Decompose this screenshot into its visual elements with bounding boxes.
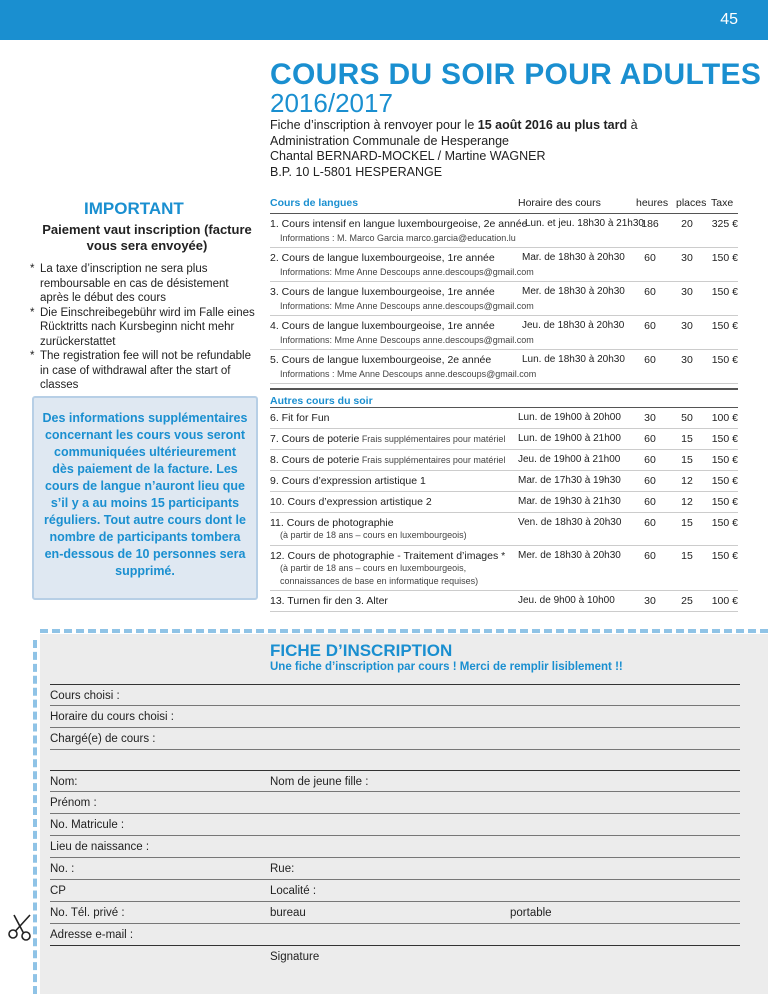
course-title: 8. Cours de poterie (270, 454, 360, 466)
table-row (270, 492, 738, 513)
field-cours-choisi[interactable] (50, 684, 740, 706)
course-places: 15 (681, 550, 693, 562)
course-hours: 60 (644, 354, 656, 366)
header-horaire: Horaire des cours (518, 197, 601, 209)
course-title: 12. Cours de photographie - Traitement d’images * (270, 550, 506, 562)
course-hours: 60 (644, 517, 656, 529)
course-extra: Frais supplémentaires pour matériel (359, 455, 506, 465)
course-name (270, 595, 388, 607)
course-hours: 60 (644, 496, 656, 508)
course-name (270, 454, 505, 466)
field-no-rue[interactable] (50, 858, 740, 880)
table-row (270, 214, 738, 248)
field-label: No. Tél. privé : (50, 907, 125, 919)
course-hours: 60 (644, 252, 656, 264)
field-label: Lieu de naissance : (50, 841, 150, 853)
header-places: places (676, 197, 707, 209)
field-signature[interactable] (50, 946, 740, 968)
course-name (270, 496, 432, 508)
table-header (270, 196, 738, 214)
course-fee: 150 € (711, 496, 738, 508)
intro-text (270, 118, 740, 180)
field-label: portable (510, 907, 552, 919)
course-hours: 60 (644, 320, 656, 332)
field-label: Prénom : (50, 797, 97, 809)
top-bar (0, 0, 768, 40)
course-time: Jeu. de 9h00 à 10h00 (518, 595, 615, 606)
intro-line-3: Chantal BERNARD-MOCKEL / Martine WAGNER (270, 149, 546, 163)
course-places: 50 (681, 412, 693, 424)
course-fee: 150 € (711, 475, 738, 487)
header-heures: heures (636, 197, 669, 209)
course-fee: 325 € (711, 218, 738, 230)
course-time: Mar. de 17h30 à 19h30 (518, 475, 621, 486)
course-name: 4. Cours de langue luxembourgeoise, 1re année (270, 320, 495, 332)
header-languages: Cours de langues (270, 197, 359, 209)
course-fee: 150 € (711, 433, 738, 445)
table-row (270, 282, 738, 316)
page-year: 2016/2017 (270, 88, 393, 118)
form-title: FICHE D’INSCRIPTION (270, 641, 453, 660)
course-name: 5. Cours de langue luxembourgeoise, 2e année (270, 354, 492, 366)
course-info: Informations: Mme Anne Descoups anne.descoups@gmail.com (280, 335, 534, 345)
field-label: Rue: (270, 863, 295, 875)
course-extra: Frais supplémentaires pour matériel (359, 434, 506, 444)
important-heading: IMPORTANT (84, 199, 184, 218)
table-row (270, 591, 738, 612)
field-prenom[interactable] (50, 792, 740, 814)
table-row (270, 248, 738, 282)
field-cp-localite[interactable] (50, 880, 740, 902)
field-label: No. Matricule : (50, 819, 125, 831)
important-note: * The registration fee will not be refundable in case of withdrawal after the start of classes (30, 349, 260, 393)
course-title: 7. Cours de poterie (270, 433, 360, 445)
other-courses-header: Autres cours du soir (270, 388, 738, 408)
course-time: Mar. de 18h30 à 20h30 (522, 252, 625, 263)
course-hours: 60 (644, 454, 656, 466)
course-time: Lun. de 19h00 à 21h00 (518, 433, 621, 444)
table-row (270, 471, 738, 492)
course-fee: 100 € (711, 595, 738, 607)
course-places: 25 (681, 595, 693, 607)
intro-line-1: Fiche d’inscription à renvoyer pour le 15 août 2016 au plus tard à (270, 118, 638, 132)
field-label: CP (50, 885, 66, 897)
table-row (270, 350, 738, 384)
table-row (270, 546, 738, 591)
course-name (270, 475, 426, 487)
course-title: 13. Turnen fir den 3. Alter (270, 595, 388, 607)
header-taxe: Taxe (711, 197, 734, 209)
course-note: connaissances de base en informatique requises) (280, 576, 479, 586)
table-row (270, 450, 738, 471)
course-name (270, 550, 505, 562)
course-name (270, 433, 505, 445)
field-label: Nom: (50, 776, 78, 788)
course-places: 15 (681, 454, 693, 466)
course-fee: 150 € (711, 454, 738, 466)
field-matricule[interactable] (50, 814, 740, 836)
courses-table (270, 196, 738, 612)
course-info: Informations: Mme Anne Descoups anne.descoups@gmail.com (280, 267, 534, 277)
course-name: 1. Cours intensif en langue luxembourgeoise, 2e année (270, 218, 528, 230)
important-subtitle: Paiement vaut inscription (facture vous sera envoyée) (42, 222, 252, 253)
course-places: 12 (681, 475, 693, 487)
page-title: COURS DU SOIR POUR ADULTES (270, 58, 762, 91)
course-places: 20 (681, 218, 693, 230)
field-charge[interactable] (50, 728, 740, 750)
course-title: 6. Fit for Fun (270, 412, 330, 424)
course-title: 9. Cours d’expression artistique 1 (270, 475, 426, 487)
course-title: 10. Cours d’expression artistique 2 (270, 496, 432, 508)
field-label: Signature (270, 951, 320, 963)
field-label: Adresse e-mail : (50, 929, 134, 941)
field-label: Chargé(e) de cours : (50, 733, 156, 745)
course-time: Lun. et jeu. 18h30 à 21h30 (525, 218, 644, 229)
course-info: Informations : M. Marco Garcia marco.garcia@education.lu (280, 233, 516, 243)
field-label: Localité : (270, 885, 317, 897)
course-hours: 30 (644, 595, 656, 607)
table-row (270, 316, 738, 350)
table-row (270, 513, 738, 546)
course-hours: 60 (644, 475, 656, 487)
course-places: 30 (681, 286, 693, 298)
course-places: 30 (681, 354, 693, 366)
course-note: (à partir de 18 ans – cours en luxembourgeois) (280, 530, 467, 540)
course-fee: 150 € (711, 286, 738, 298)
field-lieu-naissance[interactable] (50, 836, 740, 858)
course-places: 30 (681, 252, 693, 264)
course-places: 15 (681, 517, 693, 529)
course-time: Lun. de 19h00 à 20h00 (518, 412, 621, 423)
course-fee: 100 € (711, 412, 738, 424)
course-time: Mer. de 18h30 à 20h30 (518, 550, 621, 561)
table-row (270, 429, 738, 450)
course-fee: 150 € (711, 550, 738, 562)
field-label: Cours choisi : (50, 690, 120, 702)
course-title: 11. Cours de photographie (270, 517, 394, 529)
course-fee: 150 € (711, 517, 738, 529)
course-time: Lun. de 18h30 à 20h30 (522, 354, 625, 365)
course-places: 12 (681, 496, 693, 508)
course-fee: 150 € (711, 354, 738, 366)
course-time: Mer. de 18h30 à 20h30 (522, 286, 625, 297)
course-hours: 60 (644, 433, 656, 445)
field-telephone[interactable] (50, 902, 740, 924)
course-time: Ven. de 18h30 à 20h30 (518, 517, 622, 528)
page-number: 45 (720, 11, 738, 28)
field-email[interactable] (50, 924, 740, 946)
important-note: * La taxe d’inscription ne sera plus remboursable en cas de désistement après le début des cours (30, 262, 260, 306)
course-hours: 60 (644, 286, 656, 298)
field-label: Horaire du cours choisi : (50, 711, 174, 723)
course-fee: 150 € (711, 320, 738, 332)
table-row (270, 408, 738, 429)
course-hours: 60 (644, 550, 656, 562)
course-info: Informations: Mme Anne Descoups anne.descoups@gmail.com (280, 301, 534, 311)
important-note: * Die Einschreibegebühr wird im Falle eines Rücktritts nach Kursbeginn nicht mehr zurückerstattet (30, 306, 260, 350)
course-places: 30 (681, 320, 693, 332)
intro-line-4: B.P. 10 L-5801 HESPERANGE (270, 164, 443, 179)
form-subtitle: Une fiche d’inscription par cours ! Merci de remplir lisiblement !! (270, 661, 623, 673)
course-name: 3. Cours de langue luxembourgeoise, 1re année (270, 286, 495, 298)
field-label: bureau (270, 907, 306, 919)
field-label: No. : (50, 863, 75, 875)
course-time: Jeu. de 18h30 à 20h30 (522, 320, 625, 331)
course-name: 2. Cours de langue luxembourgeoise, 1re année (270, 252, 495, 264)
important-notes (30, 262, 260, 393)
info-box: Des informations supplémentaires concernant les cours vous seront communiquées ultérieurement dès paiement de la facture. Les cours de langue n’auront lieu que s’il y a au moins 15 participants réguliers. Tout autre cours dont le nombre de participants tombera en-dessous de 10 personnes sera supprimé. (32, 396, 258, 600)
field-nom[interactable] (50, 770, 740, 792)
course-time: Mar. de 19h30 à 21h30 (518, 496, 621, 507)
course-fee: 150 € (711, 252, 738, 264)
scissors-icon (6, 912, 36, 942)
course-hours: 186 (641, 218, 659, 230)
course-places: 15 (681, 433, 693, 445)
course-name (270, 517, 394, 529)
course-time: Jeu. de 19h00 à 21h00 (518, 454, 621, 465)
course-note: (à partir de 18 ans – cours en luxembourgeois, (280, 563, 467, 573)
field-horaire[interactable] (50, 706, 740, 728)
course-name (270, 412, 330, 424)
intro-line-2: Administration Communale de Hesperange (270, 133, 510, 148)
cut-line-top (40, 629, 768, 633)
field-label: Nom de jeune fille : (270, 776, 369, 788)
course-hours: 30 (644, 412, 656, 424)
course-info: Informations : Mme Anne Descoups anne.descoups@gmail.com (280, 369, 537, 379)
